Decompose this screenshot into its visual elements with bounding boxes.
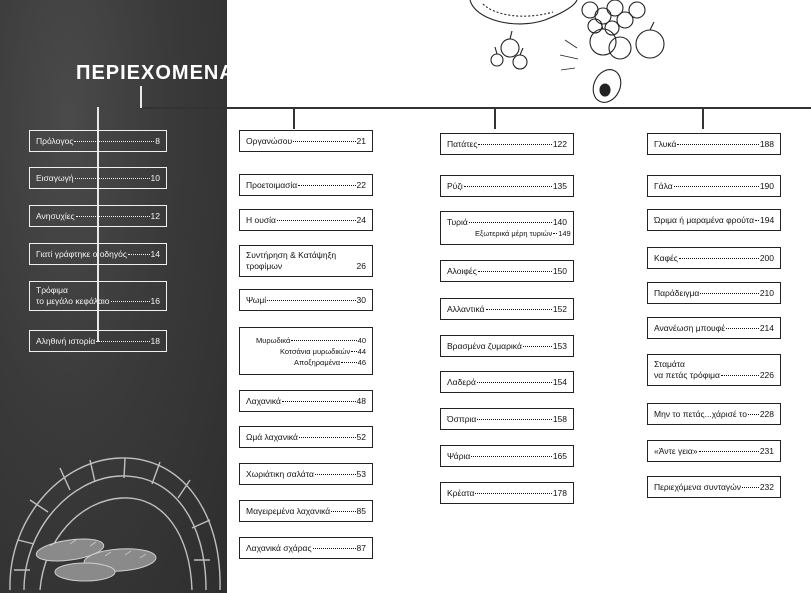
toc-entry[interactable]: Τυριά 140 Εξωτερικά μέρη τυριών 149 [440, 211, 574, 245]
toc-entry[interactable]: Προετοιμασία 22 [239, 174, 373, 196]
toc-entry[interactable]: Ρύζι 135 [440, 175, 574, 197]
toc-entry[interactable]: Μην το πετάς...χάρισέ το 228 [647, 403, 781, 425]
toc-entry[interactable]: Ώριμα ή μαραμένα φρούτα 194 [647, 209, 781, 231]
toc-entry[interactable]: Λαδερά 154 [440, 371, 574, 393]
toc-entry[interactable]: Αλοιφές 150 [440, 260, 574, 282]
oven-illustration [0, 400, 227, 593]
toc-entry[interactable]: Χωριάτικη σαλάτα 53 [239, 463, 373, 485]
toc-entry[interactable]: Συντήρηση & Κατάψηξη τροφίμων 26 [239, 245, 373, 277]
toc-entry[interactable]: Γάλα 190 [647, 175, 781, 197]
page-title: ΠΕΡΙΕΧΟΜΕΝΑ [76, 62, 235, 84]
toc-entry[interactable]: Ανησυχίες 12 [29, 205, 167, 227]
toc-entry[interactable]: Γιατί γράφτηκε ο οδηγός 14 [29, 243, 167, 265]
toc-entry[interactable]: Οργανώσου 21 [239, 130, 373, 152]
toc-entry[interactable]: Ψάρια 165 [440, 445, 574, 467]
fruit-illustration [465, 0, 680, 108]
toc-entry[interactable]: Καφές 200 [647, 247, 781, 269]
toc-entry[interactable]: Λαχανικά σχάρας 87 [239, 537, 373, 559]
top-connector-line [140, 107, 811, 109]
toc-entry[interactable]: Σταμάτα να πετάς τρόφιμα 226 [647, 354, 781, 386]
toc-entry[interactable]: Γλυκά 188 [647, 133, 781, 155]
toc-entry[interactable]: «Άντε γεια» 231 [647, 440, 781, 462]
col4-connector [702, 107, 704, 129]
toc-entry[interactable]: Μαγειρεμένα λαχανικά 85 [239, 500, 373, 522]
toc-entry[interactable]: Ψωμί 30 [239, 289, 373, 311]
toc-entry[interactable]: Τρόφιμα το μεγάλο κεφάλαιο 16 [29, 281, 167, 311]
toc-entry[interactable]: Μυρωδικά 40 Κοτσάνια μυρωδικών 44 Αποξηραμένα 46 [239, 327, 373, 375]
toc-entry[interactable]: Αληθινή ιστορία 18 [29, 330, 167, 352]
toc-entry[interactable]: Λαχανικά 48 [239, 390, 373, 412]
toc-entry[interactable]: Ανανέωση μπουφέ 214 [647, 317, 781, 339]
toc-entry[interactable]: Κρέατα 178 [440, 482, 574, 504]
toc-entry[interactable]: Πατάτες 122 [440, 133, 574, 155]
toc-entry[interactable]: Περιεχόμενα συνταγών 232 [647, 476, 781, 498]
title-connector-line [140, 86, 142, 108]
toc-entry[interactable]: Βρασμένα ζυμαρικά 153 [440, 335, 574, 357]
toc-entry[interactable]: Αλλαντικά 152 [440, 298, 574, 320]
toc-entry[interactable]: Πρόλογος 8 [29, 130, 167, 152]
toc-entry[interactable]: Παράδειγμα 210 [647, 282, 781, 304]
col3-connector [494, 107, 496, 129]
toc-entry[interactable]: Ωμά λαχανικά 52 [239, 426, 373, 448]
toc-entry[interactable]: Εισαγωγή 10 [29, 167, 167, 189]
toc-entry[interactable]: Όσπρια 158 [440, 408, 574, 430]
toc-entry[interactable]: Η ουσία 24 [239, 209, 373, 231]
col2-connector [293, 107, 295, 129]
